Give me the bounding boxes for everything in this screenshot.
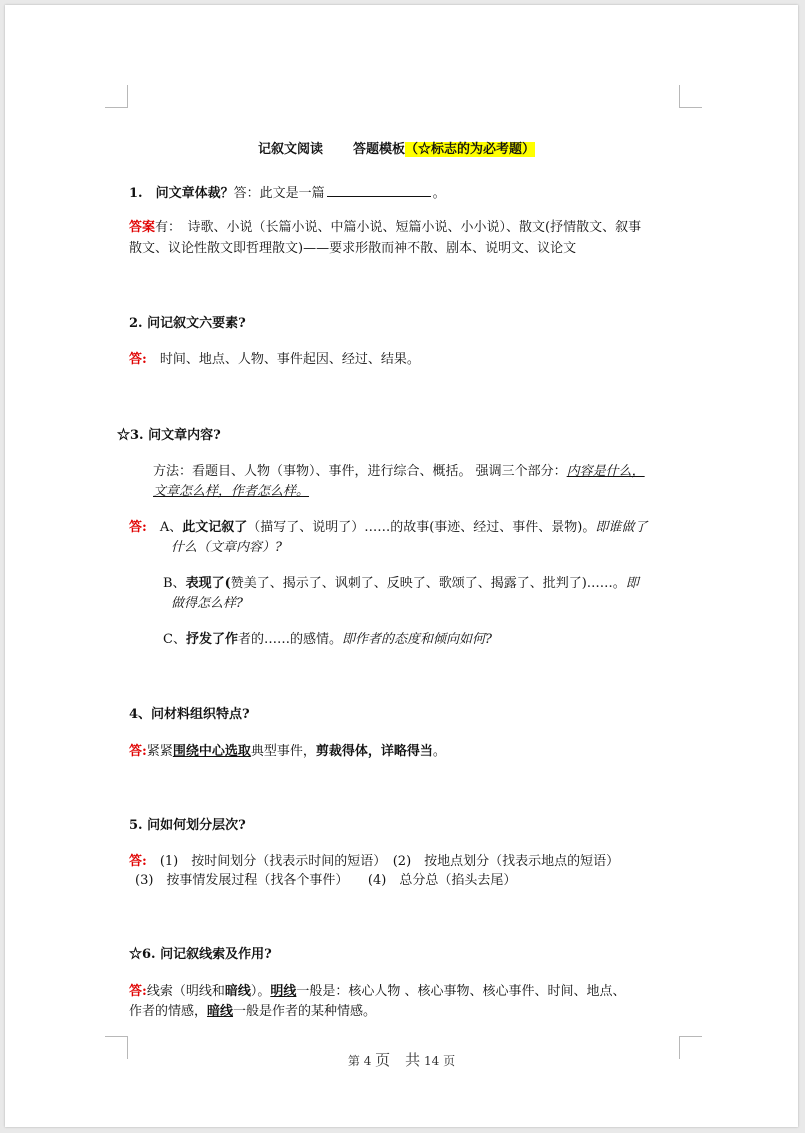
q2-question: 2. 问记叙文六要素? (129, 316, 246, 331)
q1-answer-blank[interactable] (327, 182, 431, 197)
q5-answer-text1: (1) 按时间划分（找表示时间的短语） (2) 按地点划分（找表示地点的短语） (146, 854, 620, 869)
q3-a-text: （描写了、说明了）……的故事(事迹、经过、事件、景物)。 (247, 520, 596, 535)
crop-mark-top-left (105, 85, 128, 108)
q6-text5: 一般是作者的某种情感。 (233, 1004, 377, 1019)
q1-answer-text1: 有： 诗歌、小说（长篇小说、中篇小说、短篇小说、小小说）、散文(抒情散文、叙事 (155, 220, 642, 235)
q3-b-prefix: B、 (163, 576, 186, 591)
q3-b-text: 赞美了、揭示了、讽刺了、反映了、歌颂了、揭露了、批判了)……。 (230, 576, 626, 591)
q3-b-italic2: 做得怎么样? (171, 596, 243, 611)
q3-method-text: 方法：看题目、人物（事物）、事件，进行综合、概括。 强调三个部分： (153, 464, 567, 479)
q3-method-line2 (153, 483, 327, 501)
q3-b-bold: 表现了( (185, 576, 231, 591)
q3-c-bold: 抒发了作 (185, 632, 238, 647)
q6-bold-underline2: 暗线 (207, 1004, 234, 1019)
document-page (5, 5, 798, 1127)
q3-c-prefix: C、 (163, 632, 186, 647)
q6-text2: ）。 (250, 984, 271, 999)
q6-answer-line1 (129, 983, 626, 1001)
page-title (258, 141, 535, 159)
q6-question: ☆6. 问记叙线索及作用? (129, 947, 272, 962)
title-highlight: （☆标志的为必考题） (405, 142, 536, 157)
q3-method-line1 (153, 463, 645, 481)
q3-answer-a-line1 (129, 519, 647, 537)
q2-answer (129, 351, 420, 369)
q3-method-emphasis2: 文章怎么样，作者怎么样。 (153, 484, 310, 499)
footer-total-pages: 14 (424, 1054, 440, 1068)
q3-answer-label: 答: (129, 520, 147, 535)
q1-question: 1. 问文章体裁？ (129, 186, 234, 201)
q4-answer-label: 答: (129, 744, 147, 759)
q3-method-emphasis1: 内容是什么， (566, 464, 645, 479)
q3-question: ☆3. 问文章内容? (117, 428, 221, 443)
q4-bold-underline: 围绕中心选取 (172, 744, 251, 759)
page-footer (5, 1049, 798, 1070)
q3-a-prefix: A、 (146, 520, 183, 535)
title-part2: 答题模板 (353, 142, 406, 157)
q5-answer-line2: (3) 按事情发展过程（找各个事件） (4) 总分总（掐头去尾） (135, 873, 517, 888)
q5-answer-label: 答: (129, 854, 147, 869)
q3-a-bold: 此文记叙了 (182, 520, 248, 535)
crop-mark-top-right (679, 85, 702, 108)
q6-bold1: 暗线 (224, 984, 251, 999)
q6-bold-underline1: 明线 (270, 984, 297, 999)
q2-answer-label: 答: (129, 352, 147, 367)
q6-text3: 一般是：核心人物 、核心事物、核心事件、时间、地点、 (296, 984, 626, 999)
footer-mid: 页 共 (375, 1051, 421, 1069)
q1-answer-label: 答案 (129, 220, 156, 235)
footer-pre: 第 (347, 1054, 360, 1068)
q3-b-italic1: 即 (625, 576, 639, 591)
q3-a-italic2: 什么（文章内容）? (171, 540, 282, 555)
q1-answer-line2 (129, 240, 576, 258)
q1-answer-prefix: 答：此文是一篇 (233, 186, 325, 201)
q5-answer-line1 (129, 853, 619, 871)
footer-post: 页 (443, 1054, 456, 1068)
q6-text4: 作者的情感， (129, 1004, 208, 1019)
q4-answer (129, 743, 446, 761)
footer-page-number: 4 (363, 1054, 372, 1068)
q1-answer-text2: 散文、议论性散文即哲理散文)——要求形散而神不散、剧本、说明文、议论文 (129, 241, 577, 256)
q6-answer-label: 答: (129, 984, 147, 999)
q4-text3: 。 (432, 744, 446, 759)
q5-question: 5. 问如何划分层次? (129, 818, 246, 833)
q3-c-italic: 即作者的态度和倾向如何? (341, 632, 492, 647)
q3-answer-b-line1 (163, 575, 639, 593)
q2-answer-text: 时间、地点、人物、事件起因、经过、结果。 (146, 352, 420, 367)
q4-bold2: 剪裁得体，详略得当 (315, 744, 433, 759)
q6-text1: 线索（明线和 (146, 984, 225, 999)
title-part1: 记叙文阅读 (258, 142, 324, 157)
q1-line (129, 182, 446, 203)
q1-answer-line1 (129, 219, 641, 237)
q1-answer-suffix: 。 (432, 186, 446, 201)
q3-c-text: 者的……的感情。 (237, 632, 342, 647)
q3-a-italic1: 即谁做了 (595, 520, 648, 535)
q6-answer-line2 (129, 1003, 376, 1021)
q3-answer-c (163, 631, 492, 649)
q4-text2: 典型事件， (250, 744, 316, 759)
q4-text1: 紧紧 (146, 744, 173, 759)
q4-question: 4、问材料组织特点? (129, 707, 250, 722)
